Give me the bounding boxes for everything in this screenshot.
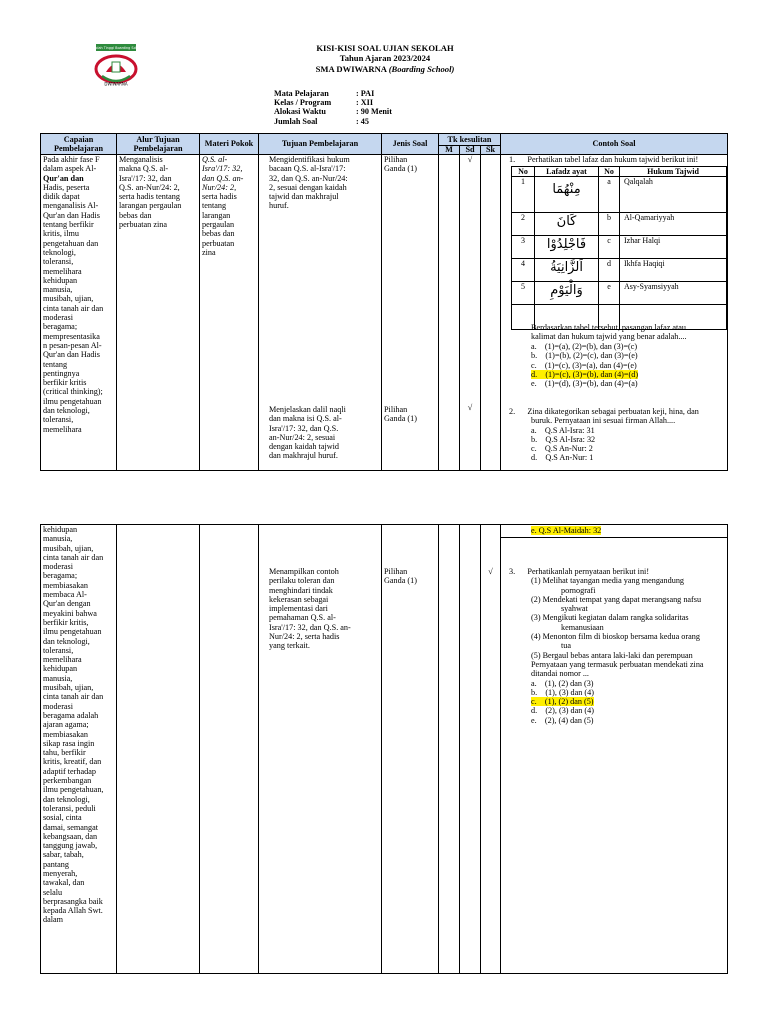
header-sd: Sd [465,145,475,154]
difficulty-check-1: √ [467,155,473,164]
option-correct: c. (1), (2) dan (5) [531,697,594,707]
tajwid-row-hukum: Qalqalah [624,177,653,186]
question-1-stem: Berdasarkan tabel tersebut, pasangan lafaz atau kalimat dan hukum tajwid yang benar adalah.... [531,323,687,342]
header-jenis-soal: Jenis Soal [392,139,428,148]
question-3: 3. Perhatikanlah pernyataan berikut ini! (1) Melihat tayangan media yang mengandung pornografi (2) Mendekati tempat yang dapat merangsang nafsu syahwat (3) Mengikuti kegiatan dalam rangka solidaritas kemanusiaan (4) Menonton film di bioskop bersama kedua orang tua (5) Bergaul bebas antara laki-laki dan perempuan Pernyataan yang termasuk perbuatan mendekati zina ditandai nomor ... a. (1), (2) dan (3) b. (1), (3) dan (4) c. (1), (2) dan (5) d. (2), (3) dan (4) e. (2), (4) dan (5) [509,567,725,725]
tajwid-head-no2: No [604,167,614,176]
option: b. (1), (3) dan (4) [531,687,594,697]
header-alur-tujuan: Alur Tujuan Pembelajaran [133,135,183,153]
tajwid-row-hukum: Asy-Syamsiyyah [624,282,679,291]
tajwid-row-no: 5 [521,282,525,291]
tajwid-row-lafadz: فَاجْلِدُوْا [546,237,587,252]
tujuan-pembelajaran-1: • Mengidentifikasi hukum bacaan Q.S. al-Isra'/17: 32, dan Q.S. an-Nur/24: 2, sesuai dengan kaidah tajwid dan makhrajul huruf. [260,155,380,211]
tajwid-row-letter: a [607,177,611,186]
title-line-3: SMA DWIWARNA (Boarding School) [315,63,455,74]
tajwid-row-letter: c [607,236,611,245]
question-1-options [531,342,725,388]
option: e. (1)=(d), (3)=(b), dan (4)=(a) [531,379,638,389]
option: d. (2), (3) dan (4) [531,706,594,716]
tajwid-head-hukum: Hukum Tajwid [647,167,699,176]
tajwid-row-hukum: Ikhfa Haqiqi [624,259,665,268]
alur-tujuan-text: Menganalisis makna Q.S. al- Isra'/17: 32, dan Q.S. an-Nur/24: 2, serta hadis tentang larangan pergaulan bebas dan perbuatan zina [119,155,182,230]
jenis-soal-3: Pilihan Ganda (1) [384,567,417,586]
tajwid-row-lafadz: مِنْهُمَا [552,182,581,197]
question-1: 1. Perhatikan tabel lafaz dan hukum tajwid berikut ini! [509,155,699,164]
meta-value: : XII [356,98,374,108]
meta-value: : PAI [356,89,375,98]
question-2: 2. Zina dikategorikan sebagai perbuatan keji, hina, dan buruk. Pernyataan ini sesuai firman Allah.... a. Q.S Al-Isra: 31 b. Q.S Al-Isra: 32 c. Q.S An-Nur: 2 d. Q.S An-Nur: 1 [509,407,699,463]
meta-key: Mata Pelajaran [274,89,329,98]
tajwid-table [511,166,727,330]
tajwid-row-hukum: Al-Qamariyyah [624,213,675,222]
tajwid-row-lafadz: وَالْيَوْمِ [550,283,583,298]
header-m: M [445,145,453,154]
tajwid-row-lafadz: كَانَ [556,214,577,229]
title-line-1: KISI-KISI SOAL UJIAN SEKOLAH [316,43,454,53]
header-tujuan: Tujuan Pembelajaran [281,139,359,148]
svg-text:Sekolah Tinggi Boarding School: Sekolah Tinggi Boarding School [92,46,140,51]
kisi-kisi-table-page1 [40,133,728,471]
header-materi: Materi Pokok [204,139,254,148]
option-correct: d. (1)=(c), (3)=(b), dan (4)=(d) [531,369,639,379]
title-line-2: Tahun Ajaran 2023/2024 [339,53,431,64]
exam-meta [274,89,392,126]
jenis-soal-2: Pilihan Ganda (1) [384,405,417,424]
header-tk-kesulitan: Tk kesulitan [447,135,492,144]
tajwid-row-no: 3 [521,236,525,245]
capaian-pembelajaran-continued: kehidupan manusia, musibah, ujian, cinta tanah air dan moderasi beragama; membiasakan membaca Al- Qur'an dengan meyakini bahwa berfikir kritis, ilmu pengetahuan dan teknologi, toleransi, memelihara kehidupan manusia, musibah, ujian, cinta tanah air dan moderasi beragama adalah ajaran agama; membiasakan sikap rasa ingin tahu, berfikir kritis, kreatif, dan adaptif terhadap perkembangan ilmu pengetahuan, dan teknologi, toleransi, peduli sosial, cinta damai, semangat kebangsaan, dan tanggung jawab, sabar, tabah, pantang menyerah, tawakal, dan selalu berprasangka baik kepada Allah Swt. dalam [43,525,104,925]
option: a. (1)=(a), (2)=(b), dan (3)=(c) [531,342,638,351]
svg-text:DWIWARNA: DWIWARNA [104,81,128,87]
difficulty-check-2: √ [467,403,473,412]
difficulty-check-3: √ [488,567,493,576]
meta-key: Kelas / Program [274,98,332,108]
tajwid-row-letter: b [607,213,611,222]
meta-value: : 90 Menit [356,107,392,117]
question-2-option-e: e. Q.S Al-Maidah: 32 [531,526,602,535]
option: a. (1), (2) dan (3) [531,678,594,688]
meta-key: Jumlah Soal [274,116,318,126]
school-logo [92,42,140,87]
tujuan-pembelajaran-2: • Menjelaskan dalil naqli dan makna isi Q.S. al- Isra'/17: 32, dan Q.S. an-Nur/24: 2, sesuai dengan kaidah tajwid dan makhrajul huruf. [260,405,380,461]
header-contoh-soal: Contoh Soal [592,139,636,148]
tajwid-head-no: No [518,167,528,176]
document-title [240,43,530,74]
tajwid-row-no: 1 [521,177,525,186]
tajwid-head-lafadz: Lafadz ayat [546,167,587,176]
option: b. (1)=(b), (2)=(c), dan (3)=(e) [531,351,638,361]
materi-pokok-text: Q.S. al- Isra'/17: 32, dan Q.S. an- Nur/24: 2, serta hadis tentang larangan pergaulan bebas dan perbuatan zina [202,155,244,257]
jenis-soal-1: Pilihan Ganda (1) [384,155,417,174]
tajwid-row-no: 2 [521,213,525,222]
kisi-kisi-table-page2 [40,524,728,974]
tajwid-row-letter: d [607,259,611,268]
tajwid-row-hukum: Izhar Halqi [624,236,661,245]
capaian-pembelajaran-text: Pada akhir fase F dalam aspek Al- Qur'an dan Hadis, peserta didik dapat menganalisis Al- Qur'an dan Hadis tentang berfikir kritis, ilmu pengetahuan dan teknologi, toleransi, memelihara kehidupan manusia, musibah, ujian, cinta tanah air dan moderasi beragama; mempresentasika n pesan-pesan Al- Qur'an dan Hadis tentang pentingnya berfikir kritis (critical thinking); ilmu pengetahuan dan teknologi, toleransi, memelihara [43,155,104,434]
meta-value: : 45 [356,116,369,126]
tujuan-pembelajaran-3: • Menampilkan contoh perilaku toleran dan menghindari tindak kekerasan sebagai implementasi dari pemahaman Q.S. al- Isra'/17: 32, dan Q.S. an- Nur/24: 2, serta hadis yang terkait. [260,567,380,651]
tajwid-row-lafadz: اَلزَّانِيَةُ [550,260,583,275]
tajwid-row-letter: e [607,282,611,291]
meta-key: Alokasi Waktu [274,107,326,117]
option: c. (1)=(c), (3)=(a), dan (4)=(e) [531,360,637,370]
header-sk: Sk [485,145,496,154]
header-capaian: Capaian Pembelajaran [53,135,104,153]
tajwid-row-no: 4 [521,259,525,268]
option: e. (2), (4) dan (5) [531,715,594,725]
